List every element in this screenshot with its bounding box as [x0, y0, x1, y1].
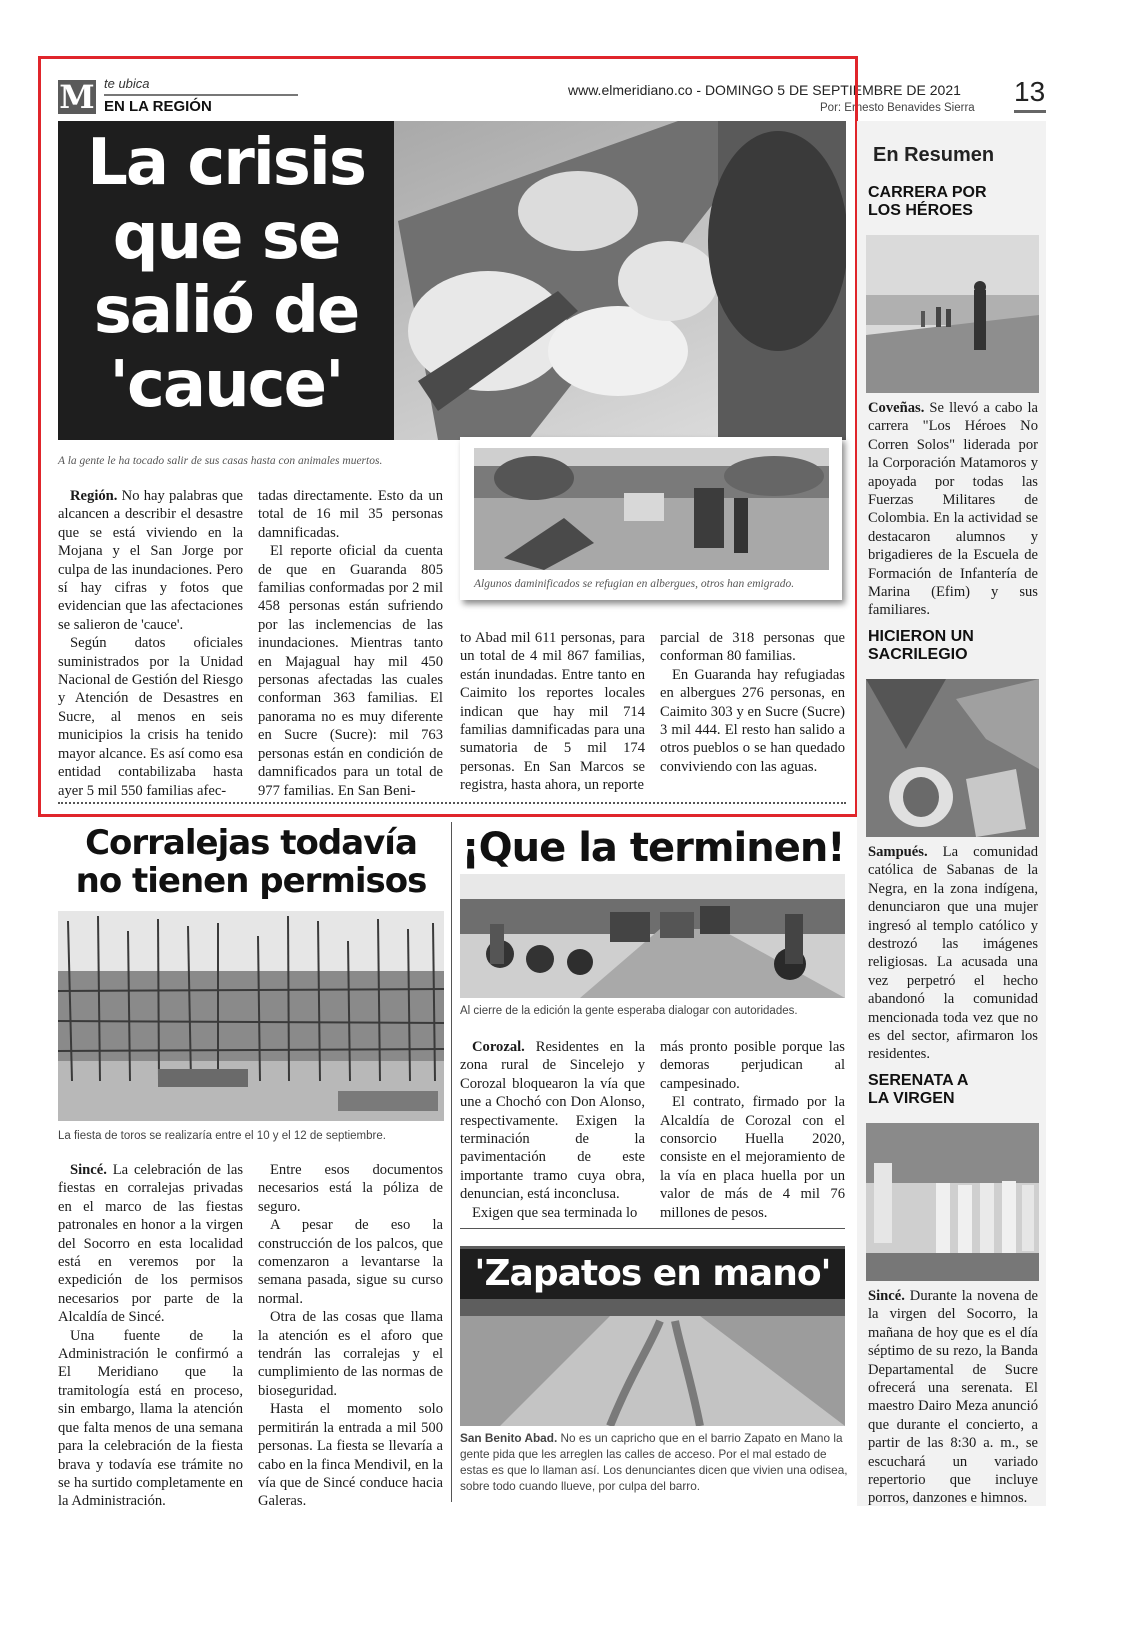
terminen-col-2-text-b: El contrato, firmado por la Alcaldía de Corozal con el consorcio Huella 2020, consiste en el mejoramiento de la vía en placa huella por un valor de más de 4 mil 76 millones de pesos.: [660, 1094, 845, 1221]
main-lead: Región.: [70, 488, 118, 504]
corralejas-col-1: [58, 1161, 243, 1511]
sidebar-lead-2: Sampués.: [868, 844, 928, 860]
main-col-2-text-b: El reporte oficial da cuenta de que en Guaranda 805 familias conformadas por 2 mil 458 personas están sufriendo por las inclemencias de las inundaciones. Mientras tanto en Majagual hay mil 450 personas afectadas las cuales conforman 363 familias. El panorama no es muy diferente en Sucre (Sucre): mil 763 personas están en condición de damnificados para un total de 977 familias. En San Beni-: [258, 543, 443, 799]
terminen-headline: ¡Que la terminen!: [461, 825, 845, 871]
header-website-date: www.elmeridiano.co - DOMINGO 5 DE SEPTIEMBRE DE 2021: [568, 82, 961, 98]
terminen-divider: [460, 1228, 845, 1229]
page-number-rule: [1014, 110, 1046, 113]
corralejas-col-2-text-c: Otra de las cosas que llama la atención es el aforo que tendrán las corralejas y el cumplimiento de las normas de bioseguridad.: [258, 1309, 443, 1399]
sidebar-body-2: La comunidad católica de Sabanas de la Negra, en la zona indígena, denunciaron que una mujer ingresó al templo católico y destrozó las imágenes religiosas. La acusada una vez perpetró el hecho abandonó la comunidad mencionada toda vez que no es del sector, afirmaron los residentes.: [868, 844, 1038, 1063]
main-photo-caption: A la gente le ha tocado salir de sus casas hasta con animales muertos.: [58, 455, 383, 467]
corralejas-col-2: [258, 1161, 443, 1511]
masthead-logo: M: [59, 78, 95, 116]
corralejas-lead: Sincé.: [70, 1162, 107, 1178]
corralejas-headline-line: no tienen permisos: [75, 861, 427, 901]
sidebar-heading-line: HICIERON UN: [868, 628, 974, 645]
main-headline-line: salió de: [93, 274, 359, 348]
terminen-caption: Al cierre de la edición la gente esperaba dialogar con autoridades.: [460, 1005, 798, 1017]
sidebar-heading-line: LA VIRGEN: [868, 1090, 955, 1107]
inset-photo-caption: Algunos daminificados se refugian en albergues, otros han emigrado.: [474, 578, 795, 590]
main-headline-line: La crisis: [87, 126, 365, 200]
column-divider: [451, 822, 452, 1502]
sidebar-heading-1: [868, 184, 987, 220]
corralejas-col-2-text-b: A pesar de eso la construcción de los palcos, que comenzaron a levantarse la semana pasada, sigue su curso normal.: [258, 1217, 443, 1307]
sidebar-text-1: [868, 399, 1038, 620]
zapatos-lead: San Benito Abad.: [460, 1431, 558, 1445]
main-col-1-text: No hay palabras que alcancen a describir el desastre que se está viviendo en la Mojana y el San Jorge por culpa de las inundaciones. Pero sí hay cifras y fotos que evidencian que las afectaciones se salieron de 'cauce'.: [58, 488, 243, 633]
zapatos-body: No es un capricho que en el barrio Zapato en Mano la gente pida que les arreglen las calles de acceso. Por el mal estado de estas es que lo llaman así. Los denunciantes dicen que vivien una odisea, sobre todo cuando llueve, por culpa del barro.: [460, 1431, 848, 1493]
sidebar-heading-line: CARRERA POR: [868, 184, 987, 201]
main-headline-line: que se: [112, 200, 340, 274]
terminen-col-2: [660, 1038, 845, 1222]
corralejas-photo: [58, 911, 444, 1121]
terminen-col-2-text: más pronto posible porque las demoras perjudican al campesinado.: [660, 1039, 845, 1092]
sidebar-lead-3: Sincé.: [868, 1288, 905, 1304]
sidebar-text-3: [868, 1287, 1038, 1508]
corralejas-headline: [58, 824, 444, 900]
main-col-2-text: tadas directamente. Esto da un total de 16 mil 35 personas damnificadas.: [258, 488, 443, 541]
sidebar-photo-1: [866, 235, 1039, 393]
corralejas-col-1-text-b: Una fuente de la Administración le confirmó a El Meridiano que la tramitología está en proceso, sin embargo, llama la atención que falta menos de una semana para la celebración de la fiesta brava y todavía ese trámite no se ha surtido completamente en la Administración.: [58, 1327, 243, 1510]
sidebar-photo-2: [866, 679, 1039, 837]
terminen-col-1-text: Residentes en la zona rural de Sincelejo y Corozal bloquearon la vía que une a Chochó con Don Alonso, respectivamente. Exigen la terminación de la pavimentación de este importante tramo cuya obra, denuncian, está inconclusa.: [460, 1039, 645, 1203]
sidebar-heading-3: [868, 1072, 968, 1108]
main-col-1-text-b: Según datos oficiales suministrados por la Unidad Nacional de Gestión del Riesgo y Atención de Desastres en Sucre, al menos en seis municipios la crisis ha tenido mayor alcance. Es así como esa entidad contabilizaba hasta ayer 5 mil 550 familias afec-: [58, 635, 243, 799]
main-col-4-text: parcial de 318 personas que conforman 80 familias.: [660, 630, 845, 665]
main-headline-line: 'cauce': [109, 348, 343, 422]
sidebar-heading-line: SACRILEGIO: [868, 646, 968, 663]
corralejas-col-2-text-d: Hasta el momento solo permitirán la entrada a mil 500 personas. La fiesta se llevaría a cabo en la finca Mendivil, en la vía que de Sincé conduce hacia Galeras.: [258, 1401, 443, 1510]
main-col-4-text-b: En Guaranda hay refugiadas en albergues 276 personas, en Caimito 303 y en Sucre (Sucre) 3 mil 444. El resto han salido a otros pueblos o se han quedado conviviendo con las aguas.: [660, 666, 845, 775]
sidebar-title: En Resumen: [873, 144, 995, 166]
section-name: EN LA REGIÓN: [104, 98, 212, 115]
corralejas-caption: La fiesta de toros se realizaría entre el 10 y el 12 de septiembre.: [58, 1130, 386, 1142]
corralejas-col-1-text: La celebración de las fiestas en corralejas privadas en el marco de las fiestas patronales en honor a la virgen del Socorro en esta localidad está en veremos por la expedición de los permisos necesarios por parte de la Alcaldía de Sincé.: [58, 1162, 243, 1326]
sidebar-heading-line: SERENATA A: [868, 1072, 969, 1089]
sidebar-photo-3: [866, 1123, 1039, 1281]
highlight-box: [38, 56, 858, 817]
zapatos-headline: 'Zapatos en mano': [460, 1249, 845, 1299]
zapatos-text: [460, 1430, 848, 1494]
terminen-col-1-text-b: Exigen que sea terminada lo: [472, 1204, 638, 1221]
terminen-photo: [460, 874, 845, 998]
sidebar-text-2: [868, 843, 1038, 1064]
main-col-3-text: to Abad mil 611 personas, para un total de 4 mil 867 familias, están inundadas. Entre tanto en Caimito los reportes locales indican que hay mil 714 familias damnificadas para una sumatoria de 5 mil 174 personas. En San Marcos se registra, hasta ahora, un reporte: [460, 630, 645, 794]
corralejas-headline-line: Corralejas todavía: [85, 823, 417, 863]
sidebar-body-1: Se llevó a cabo la carrera "Los Héroes No Corren Solos" liderada por la Corporación Matamoros y apoyada por todas las Fuerzas Militares de Colombia. En la actividad se destacaron alumnos y brigadieres de la Escuela de Formación de Infantería de Marina (Efim) y sus familiares.: [868, 400, 1038, 619]
section-kicker: te ubica: [104, 76, 150, 91]
sidebar-body-3: Durante la novena de la virgen del Socorro, la mañana de hoy que es el día séptimo de su rezo, la Banda Departamental de Sucre ofrecerá una serenata. El maestro Dairo Meza anunció que durante el concierto, a partir de las 8:30 a. m., se escuchará un variado repertorio que incluye porros, danzones e himnos.: [868, 1288, 1038, 1507]
sidebar-heading-line: LOS HÉROES: [868, 202, 973, 219]
page-number: 13: [1014, 76, 1046, 107]
sidebar-lead-1: Coveñas.: [868, 400, 925, 416]
terminen-lead: Corozal.: [472, 1039, 525, 1055]
byline: Por: Ernesto Benavides Sierra: [820, 102, 975, 114]
sidebar-heading-2: [868, 628, 974, 664]
terminen-col-1: [460, 1038, 645, 1222]
corralejas-col-2-text: Entre esos documentos necesarios está la póliza de seguro.: [258, 1162, 443, 1215]
